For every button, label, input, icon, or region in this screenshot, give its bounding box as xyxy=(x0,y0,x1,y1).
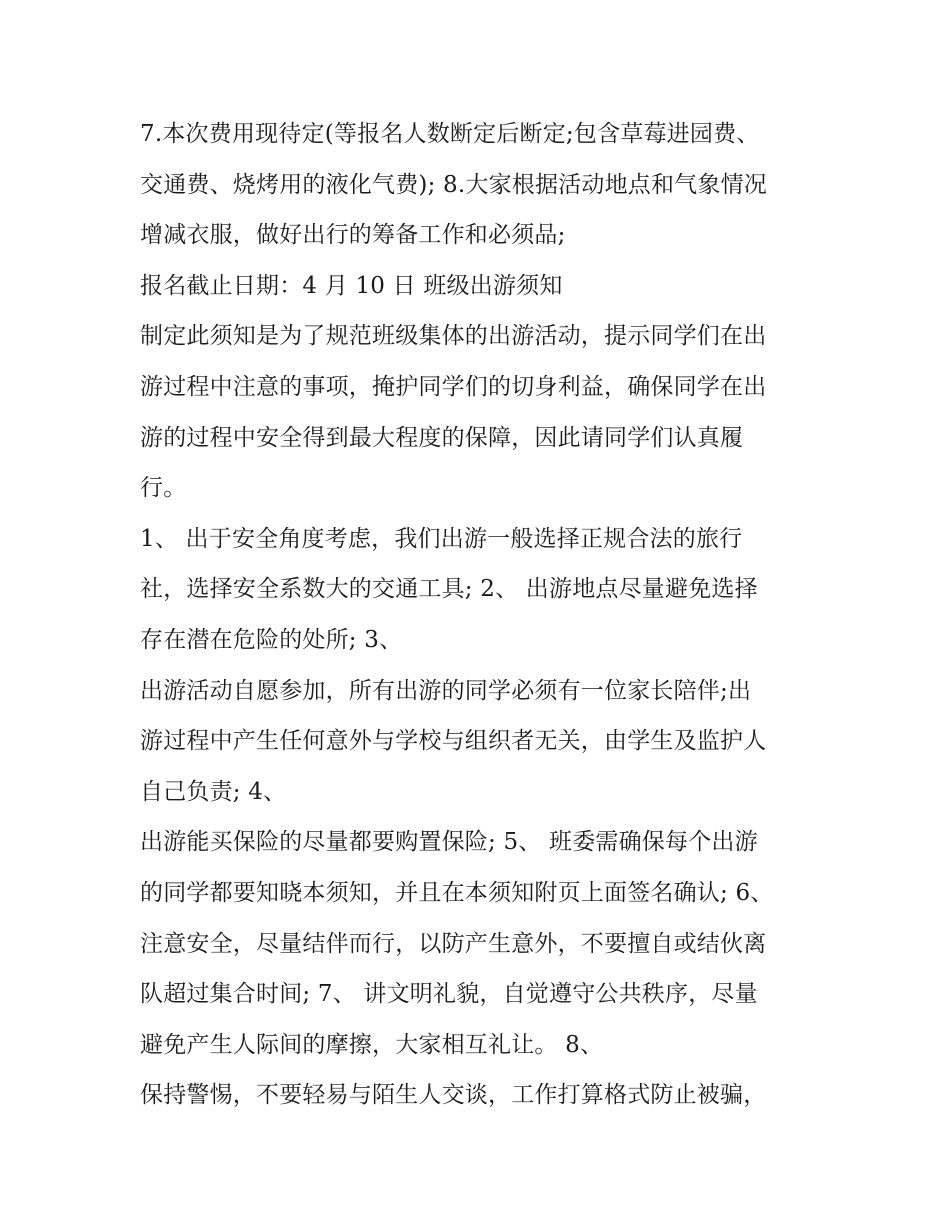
text-line: 注意安全，尽量结伴而行，以防产生意外，不要擅自或结伙离 xyxy=(140,930,767,957)
text-line: 的同学都要知晓本须知，并且在本须知附页上面签名确认; 6、 xyxy=(140,879,774,906)
text-line: 报名截止日期：4 月 10 日 班级出游须知 xyxy=(140,272,563,299)
text-line: 游过程中产生任何意外与学校与组织者无关，由学生及监护人 xyxy=(140,728,767,755)
text-line: 存在潜在危险的处所; 3、 xyxy=(140,626,403,653)
text-line: 行。 xyxy=(140,475,187,502)
text-line: 交通费、烧烤用的液化气费); 8.大家根据活动地点和气象情况 xyxy=(140,171,767,198)
text-line: 制定此须知是为了规范班级集体的出游活动，提示同学们在出 xyxy=(140,323,767,350)
text-line: 游的过程中安全得到最大程度的保障，因此请同学们认真履 xyxy=(140,424,744,451)
document-body xyxy=(140,109,820,1121)
text-line: 增减衣服，做好出行的筹备工作和必须品; xyxy=(140,222,566,249)
text-line: 自己负责; 4、 xyxy=(140,778,287,805)
text-line: 避免产生人际间的摩擦，大家相互礼让。 8、 xyxy=(140,1031,604,1058)
text-line: 7.本次费用现待定(等报名人数断定后断定;包含草莓进园费、 xyxy=(140,121,760,147)
text-line: 保持警惕，不要轻易与陌生人交谈，工作打算格式防止被骗， xyxy=(140,1082,767,1109)
text-line: 出游活动自愿参加，所有出游的同学必须有一位家长陪伴;出 xyxy=(140,677,752,704)
text-line: 社，选择安全系数大的交通工具; 2、 出游地点尽量避免选择 xyxy=(140,576,758,603)
text-line: 1、 出于安全角度考虑，我们出游一般选择正规合法的旅行 xyxy=(140,525,743,552)
text-line: 出游能买保险的尽量都要购置保险; 5、 班委需确保每个出游 xyxy=(140,829,758,856)
text-line: 队超过集合时间; 7、 讲文明礼貌，自觉遵守公共秩序，尽量 xyxy=(140,981,758,1008)
text-line: 游过程中注意的事项，掩护同学们的切身利益，确保同学在出 xyxy=(140,373,767,400)
